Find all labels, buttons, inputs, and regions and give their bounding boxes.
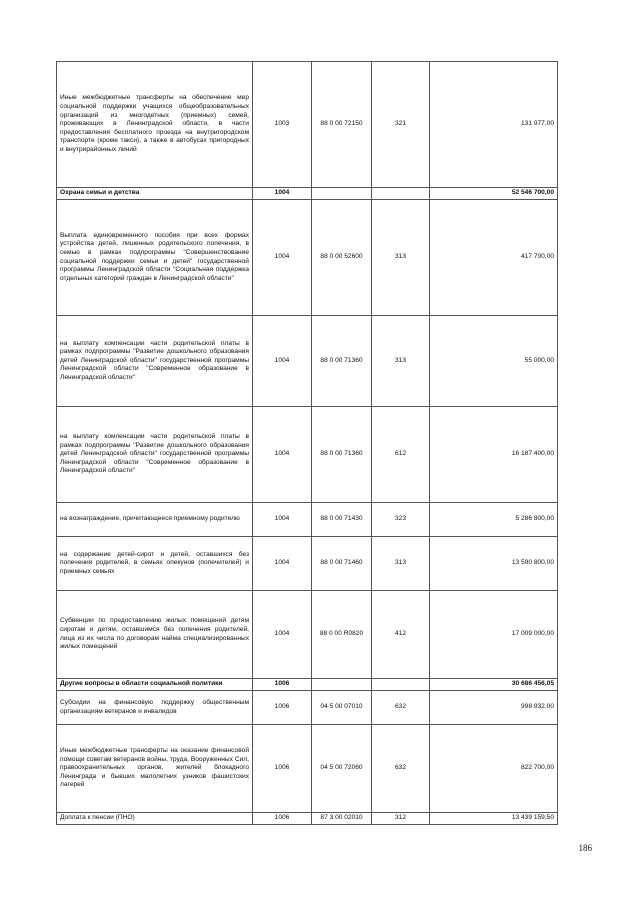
- row-section: 1006: [253, 679, 312, 691]
- budget-table: [56, 61, 558, 825]
- row-sum: 16 187 400,00: [430, 407, 558, 503]
- row-name: на содержание детей-сирот и детей, оставшихся без попечения родителей, в семьях опекунов (попечителей) и приемных семьях: [57, 537, 253, 591]
- row-vr: 313: [372, 316, 430, 407]
- table-row: [57, 591, 558, 679]
- row-name: Другие вопросы в области социальной политики: [57, 679, 253, 691]
- table-row: [57, 725, 558, 813]
- row-section: 1006: [253, 813, 312, 825]
- row-name: Иные межбюджетные трансферты на оказание финансовой помощи советам ветеранов войны, труда, Вооруженных Сил, правоохранительных органов, жителей блокадного Ленинграда и бывших малолетних узников фашистских лагерей: [57, 725, 253, 813]
- table-row: [57, 62, 558, 188]
- row-section: 1004: [253, 503, 312, 537]
- row-sum: 417 700,00: [430, 200, 558, 316]
- row-vr: 313: [372, 537, 430, 591]
- row-section: 1004: [253, 591, 312, 679]
- table-row-section-total: [57, 679, 558, 691]
- row-sum: 13 590 800,00: [430, 537, 558, 591]
- page-number: 186: [578, 843, 592, 853]
- row-sum: 998 932,00: [430, 691, 558, 725]
- row-vr: 321: [372, 62, 430, 188]
- row-name: Субвенции по предоставлению жилых помещений детям сиротам и детям, оставшимся без попечения родителей, лица из их числа по договорам найма специализированных жилых помещений: [57, 591, 253, 679]
- row-section: 1004: [253, 537, 312, 591]
- row-name: на выплату компенсации части родительской платы в рамках подпрограммы "Развитие дошкольного образования детей Ленинградской области" государственной программы Ленинградской области "Современное образование в Ленинградской области": [57, 316, 253, 407]
- row-vr: 632: [372, 725, 430, 813]
- row-sum: 30 686 456,05: [430, 679, 558, 691]
- row-sum: 131 977,00: [430, 62, 558, 188]
- row-csr: 88 0 00 71460: [312, 537, 372, 591]
- row-csr: 04 5 00 72060: [312, 725, 372, 813]
- row-csr: [312, 188, 372, 200]
- row-name: на выплату компенсации части родительской платы в рамках подпрограммы "Развитие дошкольного образования детей Ленинградской области" государственной программы Ленинградской области "Современное образование в Ленинградской области": [57, 407, 253, 503]
- row-csr: 88 0 00 71360: [312, 407, 372, 503]
- row-section: 1004: [253, 188, 312, 200]
- row-sum: 17 009 000,00: [430, 591, 558, 679]
- row-name: Доплата к пенсии (ПНО): [57, 813, 253, 825]
- table-row: [57, 691, 558, 725]
- row-vr: 313: [372, 200, 430, 316]
- row-csr: 87 3 00 02010: [312, 813, 372, 825]
- row-section: 1004: [253, 316, 312, 407]
- row-vr: 632: [372, 691, 430, 725]
- row-csr: 88 0 00 71360: [312, 316, 372, 407]
- row-vr: [372, 188, 430, 200]
- row-csr: 88 0 00 71430: [312, 503, 372, 537]
- table-row: [57, 537, 558, 591]
- row-section: 1004: [253, 200, 312, 316]
- row-sum: 822 700,00: [430, 725, 558, 813]
- row-vr: 323: [372, 503, 430, 537]
- table-row-section-total: [57, 188, 558, 200]
- table-row: [57, 316, 558, 407]
- row-sum: 55 000,00: [430, 316, 558, 407]
- row-vr: 612: [372, 407, 430, 503]
- row-csr: 88 0 00 R0820: [312, 591, 372, 679]
- row-section: 1003: [253, 62, 312, 188]
- row-section: 1006: [253, 725, 312, 813]
- table-row: [57, 503, 558, 537]
- row-name: Охрана семьи и детства: [57, 188, 253, 200]
- table-row: [57, 200, 558, 316]
- row-name: на вознаграждение, причитающееся приемному родителю: [57, 503, 253, 537]
- row-csr: 04 5 00 07010: [312, 691, 372, 725]
- row-sum: 52 546 700,00: [430, 188, 558, 200]
- row-section: 1006: [253, 691, 312, 725]
- row-name: Выплата единовременного пособия при всех формах устройства детей, лишенных родительского попечения, в семью в рамках подпрограммы "Совершенствование социальной поддержки семьи и детей" государственной программы Ленинградской области "Социальная поддержка отдельных категорий граждан в Ленинградской области": [57, 200, 253, 316]
- row-sum: 5 286 800,00: [430, 503, 558, 537]
- table-row: [57, 813, 558, 825]
- row-vr: [372, 679, 430, 691]
- row-section: 1004: [253, 407, 312, 503]
- row-sum: 13 439 159,50: [430, 813, 558, 825]
- row-name: Иные межбюджетные трансферты на обеспечение мер социальной поддержки учащихся общеобразовательных организаций из многодетных (приемных) семей, проживающих в Ленинградской области, в части предоставления бесплатного проезда на внутригородском транспорте (кроме такси), а также в автобусах пригородных и внутрирайонных линий: [57, 62, 253, 188]
- table-row: [57, 407, 558, 503]
- row-csr: 88 0 00 72150: [312, 62, 372, 188]
- row-vr: 412: [372, 591, 430, 679]
- row-vr: 312: [372, 813, 430, 825]
- row-csr: [312, 679, 372, 691]
- row-csr: 88 0 00 52600: [312, 200, 372, 316]
- row-name: Субсидии на финансовую поддержку общественным организациям ветеранов и инвалидов: [57, 691, 253, 725]
